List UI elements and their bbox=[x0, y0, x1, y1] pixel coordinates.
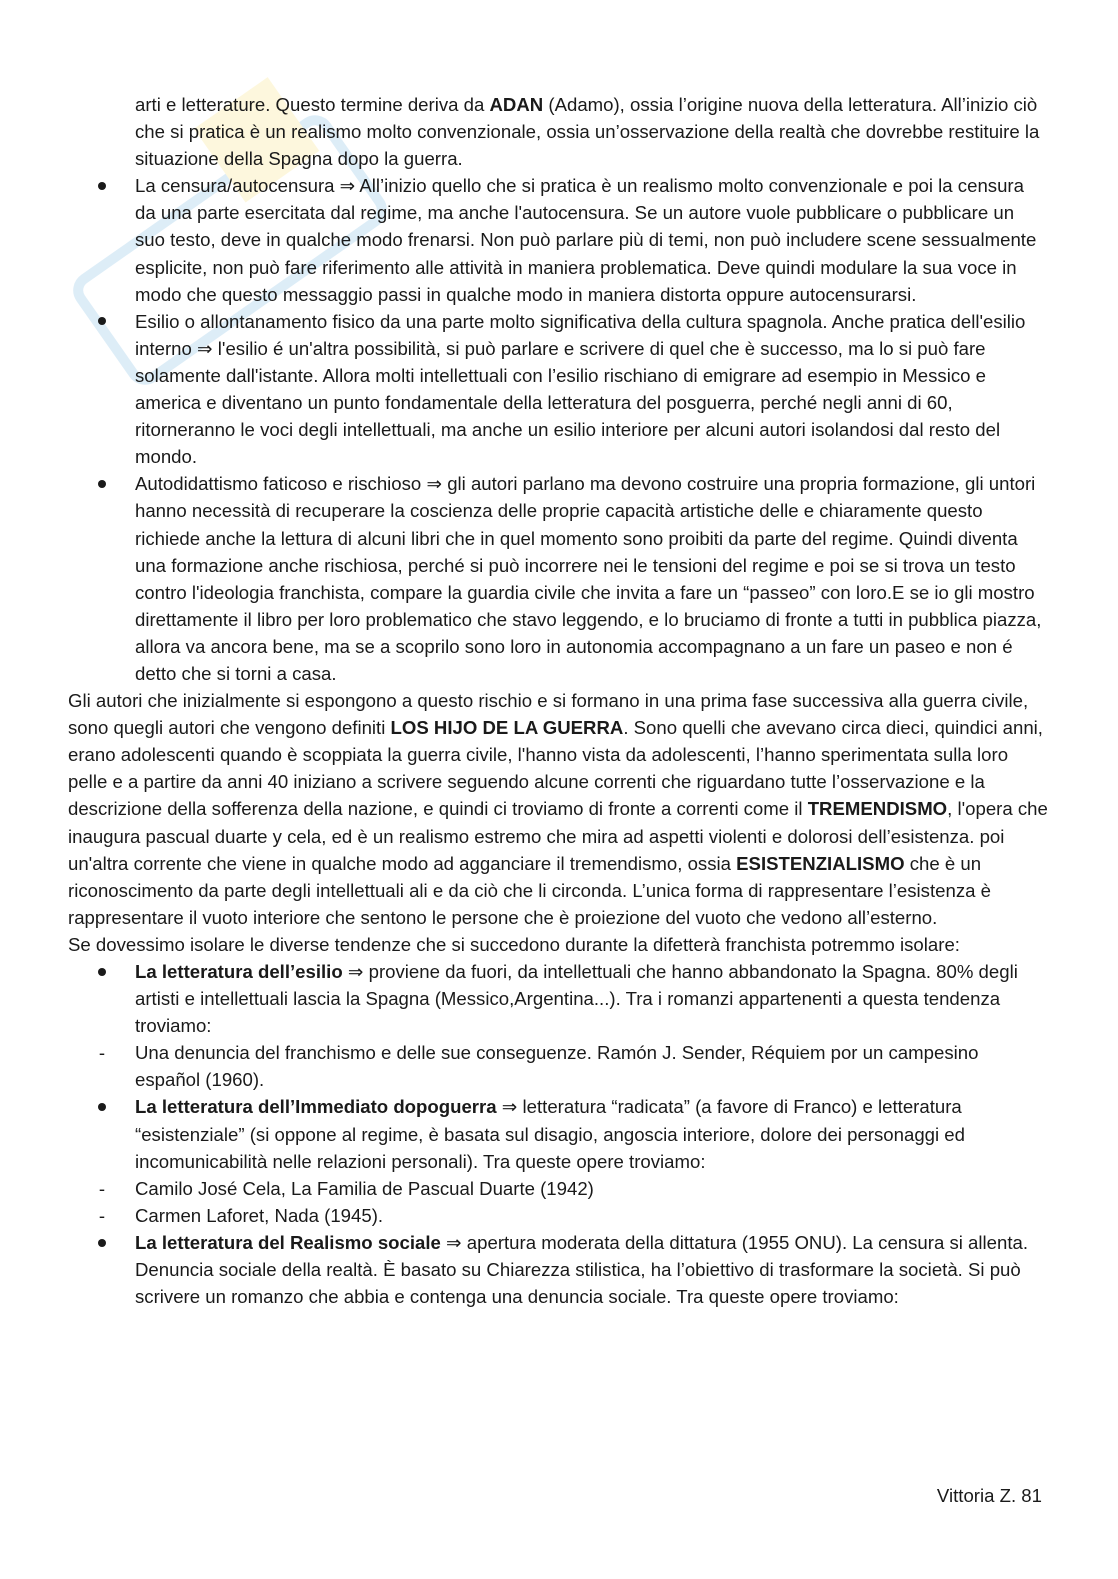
bold-term: TREMENDISMO bbox=[807, 798, 948, 820]
bold-term: La letteratura dell’Immediato dopoguerra bbox=[135, 1096, 497, 1118]
bullet-icon bbox=[90, 470, 114, 497]
text-run: Camilo José Cela, La Familia de Pascual Duarte (1942) bbox=[135, 1177, 594, 1199]
bullet-list-item bbox=[68, 308, 1048, 471]
text-run: che è un riconoscimento da parte degli intellettuali ali e da ciò che li circonda. L’unica forma di rappresentare l’esistenza è rappresentare il vuoto interiore che sentono le persone che è proiezione del vuoto che vedono all’esterno. bbox=[68, 852, 991, 928]
text-run: Autodidattismo faticoso e rischioso ⇒ gli autori parlano ma devono costruire una propria formazione, gli untori hanno necessità di recuperare la coscienza delle proprie capacità artistiche delle e chiaramente questo richiede anche la lettura di alcuni libri che in quel momento sono proibiti da parte del regime. Quindi diventa una formazione anche rischiosa, perché si può incorrere nei le tensioni del regime e poi se si trova un testo contro l'ideologia franchista, compare la guardia civile che invita a fare un “passeo” con loro.E se io gli mostro direttamente il libro per loro problematico che stavo leggendo, e lo bruciamo di fronte a tutti in pubblica piazza, allora va ancora bene, ma se a scoprilo sono loro in autonomia accompagnano a un fare un paseo e non é detto che si torni a casa. bbox=[135, 473, 1042, 684]
text-run: . Sono quelli che avevano circa dieci, quindici anni, erano adolescenti quando è scoppiata la guerra civile, l'hanno vista da adolescenti, l’hanno sperimentata sulla loro pelle e a partire da anni 40 iniziano a scrivere seguendo alcune correnti che riguardano tutte l’osservazione e la descrizione della sofferenza della nazione, e quindi ci troviamo di fronte a correnti come il bbox=[68, 717, 1043, 820]
text-run: , l'opera che inaugura pascual duarte y cela, ed è un realismo estremo che mira ad aspetti violenti e dolorosi dell’esistenza. poi un'altra corrente che viene in qualche modo ad agganciare il tremendismo, ossia bbox=[68, 798, 1048, 874]
text-run: ⇒ apertura moderata della dittatura (1955 ONU). La censura si allenta. Denuncia sociale della realtà. È basato su Chiarezza stilistica, ha l’obiettivo di trasformare la società. Si può scrivere un romanzo che abbia e contenga una denuncia sociale. Tra queste opere troviamo: bbox=[135, 1231, 1029, 1308]
bullet-list-item bbox=[68, 1229, 1048, 1310]
bullet-list-item bbox=[68, 470, 1048, 687]
list-item-continuation bbox=[68, 91, 1048, 172]
dash-list-item bbox=[68, 1039, 1048, 1093]
dash-list-item bbox=[68, 1175, 1048, 1202]
bullet-list-item bbox=[68, 958, 1048, 1039]
text-run: Se dovessimo isolare le diverse tendenze che si succedono durante la difetterà franchista potremmo isolare: bbox=[68, 933, 960, 955]
bold-term: ADAN bbox=[489, 94, 544, 115]
page-footer bbox=[937, 1482, 1042, 1509]
bullet-list-item bbox=[68, 172, 1048, 307]
bullet-icon bbox=[90, 172, 114, 199]
bold-term: La letteratura dell’esilio bbox=[135, 961, 343, 982]
text-run: La censura/autocensura ⇒ All’inizio quello che si pratica è un realismo molto convenzionale e poi la censura da una parte esercitata dal regime, ma anche l'autocensura. Se un autore vuole pubblicare o pubblicare un suo testo, deve in qualche modo frenarsi. Non può parlare più di temi, non può includere scene sessualmente esplicite, non può fare riferimento alle attività in maniera problematica. Deve quindi modulare la sua voce in modo che questo messaggio passi in qualche modo in maniera distorta oppure autocensurarsi. bbox=[135, 175, 1037, 305]
dash-marker-icon: - bbox=[98, 1177, 106, 1199]
dash-list-item bbox=[68, 1202, 1048, 1229]
bold-term: LOS HIJO DE LA GUERRA bbox=[390, 717, 624, 739]
text-run: Gli autori che inizialmente si espongono a questo rischio e si formano in una prima fase successiva alla guerra civile, sono quegli autori che vengono definiti bbox=[68, 690, 1029, 739]
footer-text: Vittoria Z. 81 bbox=[936, 1485, 1042, 1506]
text-run: (Adamo), ossia l’origine nuova della letteratura. All’inizio ciò che si pratica è un realismo molto convenzionale, ossia un’osservazione della realtà che dovrebbe restituire la situazione della Spagna dopo la guerra. bbox=[135, 94, 1040, 170]
text-run: ⇒ letteratura “radicata” (a favore di Franco) e letteratura “esistenziale” (si oppone al regime, è basata sul disagio, angoscia interiore, dolore dei personaggi ed incomunicabilità nelle relazioni personali). Tra queste opere troviamo: bbox=[135, 1096, 965, 1172]
text-run: Esilio o allontanamento fisico da una parte molto significativa della cultura spagnola. Anche pratica dell'esilio interno ⇒ l'esilio é un'altra possibilità, si può parlare e scrivere di quel che è successo, ma lo si può fare solamente dall'istante. Allora molti intellettuali con l’esilio rischiano di emigrare ad esempio in Messico e america e diventano un punto fondamentale della letteratura del posguerra, perché negli anni di 60, ritorneranno le voci degli intellettuali, ma anche un esilio interiore per alcuni autori isolandosi dal resto del mondo. bbox=[135, 310, 1026, 468]
bullet-icon bbox=[90, 1229, 114, 1256]
text-run: Una denuncia del franchismo e delle sue conseguenze. Ramón J. Sender, Réquiem por un campesino español (1960). bbox=[135, 1042, 979, 1091]
document-body bbox=[68, 91, 1048, 1310]
text-run: ⇒ proviene da fuori, da intellettuali che hanno abbandonato la Spagna. 80% degli artisti e intellettuali lascia la Spagna (Messico,Argentina...). Tra i romanzi appartenenti a questa tendenza troviamo: bbox=[135, 961, 1018, 1037]
text-run: arti e letterature. Questo termine deriva da bbox=[135, 94, 490, 115]
bullet-list-item bbox=[68, 1093, 1048, 1174]
bullet-icon bbox=[90, 308, 114, 335]
bold-term: ESISTENZIALISMO bbox=[736, 852, 905, 874]
bullet-icon bbox=[90, 958, 114, 985]
dash-marker-icon: - bbox=[98, 1204, 106, 1226]
body-paragraph bbox=[68, 687, 1048, 931]
dash-marker-icon: - bbox=[98, 1042, 106, 1064]
body-paragraph bbox=[68, 931, 1048, 958]
text-run: Carmen Laforet, Nada (1945). bbox=[135, 1204, 384, 1226]
bullet-icon bbox=[90, 1093, 114, 1120]
bold-term: La letteratura del Realismo sociale bbox=[135, 1231, 441, 1253]
